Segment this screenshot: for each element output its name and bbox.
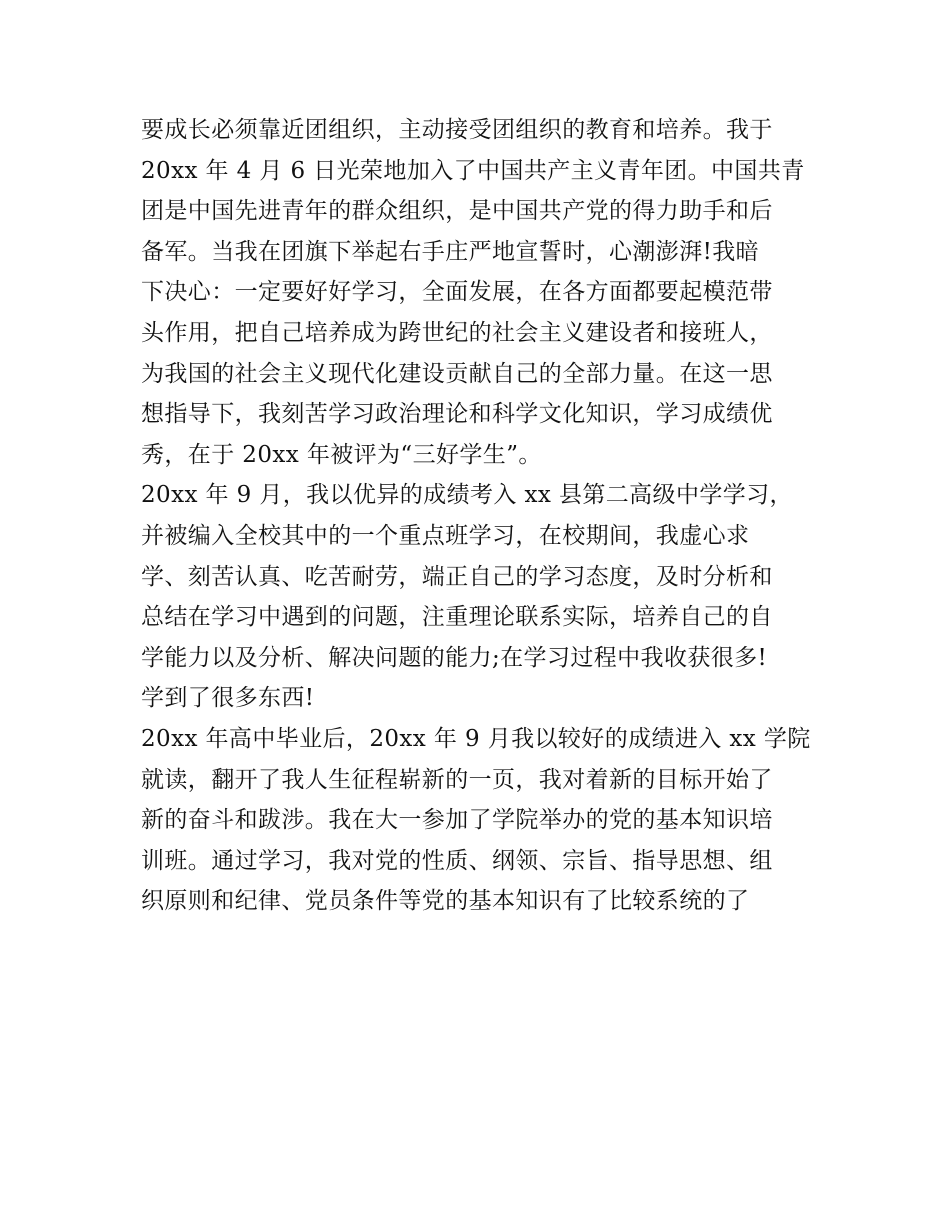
text-line: 学、刻苦认真、吃苦耐劳，端正自己的学习态度，及时分析和 xyxy=(141,563,773,590)
text-line: 20xx 年 4 月 6 日光荣地加入了中国共产主义青年团。中国共青 xyxy=(141,157,805,184)
body-text xyxy=(141,110,821,922)
text-line: 想指导下，我刻苦学习政治理论和科学文化知识，学习成绩优 xyxy=(141,401,773,428)
text-line: 20xx 年高中毕业后，20xx 年 9 月我以较好的成绩进入 xx 学院 xyxy=(141,725,811,752)
text-line: 就读，翻开了我人生征程崭新的一页，我对着新的目标开始了 xyxy=(141,766,773,793)
text-line: 为我国的社会主义现代化建设贡献自己的全部力量。在这一思 xyxy=(141,360,773,387)
text-line: 学到了很多东西! xyxy=(141,685,315,712)
text-line: 新的奋斗和跋涉。我在大一参加了学院举办的党的基本知识培 xyxy=(141,807,773,834)
text-line: 秀，在于 20xx 年被评为“三好学生”。 xyxy=(141,441,542,468)
text-line: 织原则和纪律、党员条件等党的基本知识有了比较系统的了 xyxy=(141,888,750,915)
text-line: 备军。当我在团旗下举起右手庄严地宣誓时，心潮澎湃!我暗 xyxy=(141,238,760,265)
text-line: 下决心：一定要好好学习，全面发展，在各方面都要起模范带 xyxy=(141,279,773,306)
text-line: 要成长必须靠近团组织，主动接受团组织的教育和培养。我于 xyxy=(141,117,773,143)
text-line: 并被编入全校其中的一个重点班学习，在校期间，我虚心求 xyxy=(141,522,750,549)
text-line: 头作用，把自己培养成为跨世纪的社会主义建设者和接班人， xyxy=(141,319,773,346)
text-line: 训班。通过学习，我对党的性质、纲领、宗旨、指导思想、组 xyxy=(141,847,773,874)
text-line: 总结在学习中遇到的问题，注重理论联系实际，培养自己的自 xyxy=(141,604,773,631)
text-line: 团是中国先进青年的群众组织，是中国共产党的得力助手和后 xyxy=(141,198,773,225)
text-line: 学能力以及分析、解决问题的能力;在学习过程中我收获很多! xyxy=(141,644,768,671)
text-line: 20xx 年 9 月，我以优异的成绩考入 xx 县第二高级中学学习， xyxy=(141,482,793,509)
